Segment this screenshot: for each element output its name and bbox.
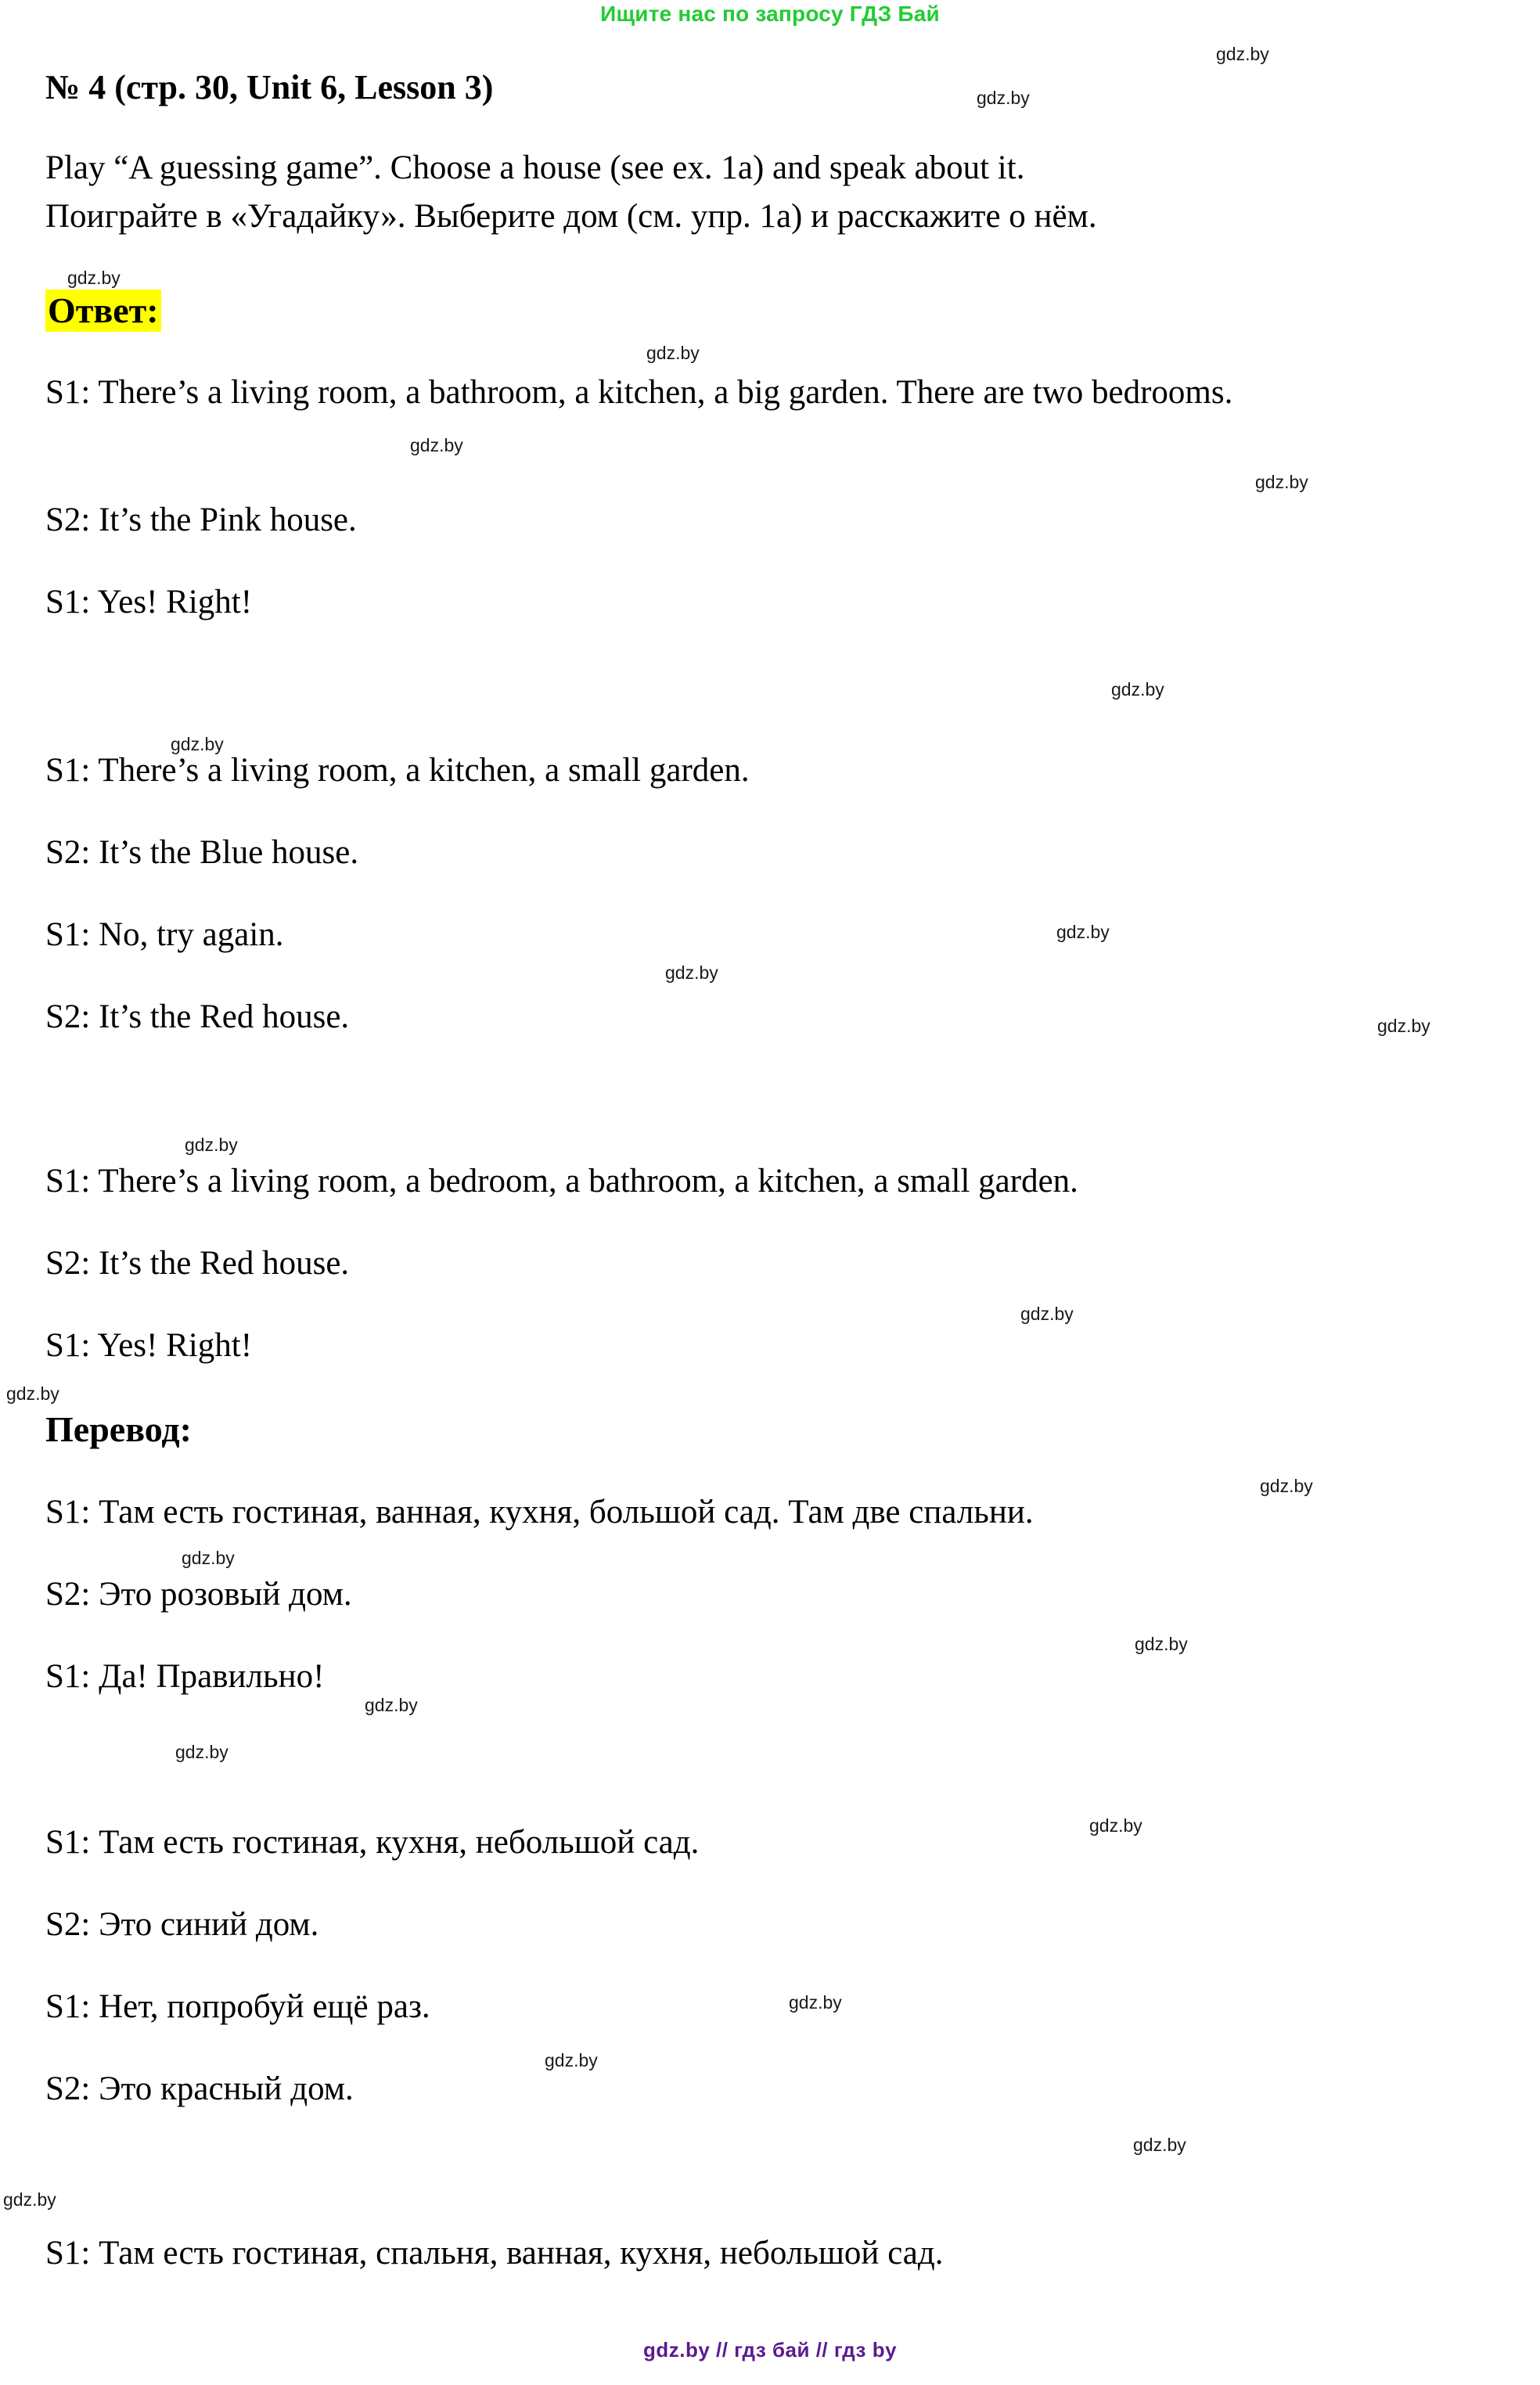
answer-line: S1: Yes! Right!: [45, 1327, 253, 1364]
translation-line: S2: Это розовый дом.: [45, 1576, 352, 1613]
task-instruction-russian: Поиграйте в «Угадайку». Выберите дом (см. упр. 1a) и расскажите о нём.: [45, 198, 1097, 235]
watermark-gdz: gdz.by: [665, 962, 718, 983]
watermark-gdz: gdz.by: [185, 1135, 238, 1155]
watermark-gdz: gdz.by: [1111, 679, 1164, 700]
watermark-gdz: gdz.by: [1216, 44, 1269, 64]
watermark-gdz: gdz.by: [789, 1992, 842, 2013]
watermark-gdz: gdz.by: [1260, 1476, 1313, 1496]
answer-line: S2: It’s the Red house.: [45, 1245, 350, 1282]
watermark-gdz: gdz.by: [1089, 1815, 1142, 1836]
watermark-gdz: gdz.by: [1133, 2135, 1186, 2155]
answer-line: S1: Yes! Right!: [45, 584, 253, 621]
watermark-gdz: gdz.by: [646, 343, 700, 363]
answer-line: S2: It’s the Blue house.: [45, 834, 359, 871]
watermark-gdz: gdz.by: [67, 268, 121, 288]
answer-line: S1: No, try again.: [45, 916, 284, 953]
translation-line: S2: Это красный дом.: [45, 2070, 354, 2107]
watermark-gdz: gdz.by: [3, 2189, 56, 2210]
watermark-gdz: gdz.by: [171, 734, 224, 754]
translation-line: S1: Там есть гостиная, спальня, ванная, кухня, небольшой сад.: [45, 2235, 944, 2272]
answer-line: S2: It’s the Red house.: [45, 998, 350, 1035]
watermark-gdz: gdz.by: [1377, 1016, 1430, 1036]
watermark-gdz: gdz.by: [1020, 1304, 1074, 1324]
answer-line: S1: There’s a living room, a kitchen, a small garden.: [45, 752, 750, 789]
watermark-gdz: gdz.by: [182, 1548, 235, 1568]
watermark-gdz: gdz.by: [1255, 472, 1308, 492]
answer-line: S1: There’s a living room, a bathroom, a kitchen, a big garden. There are two bedrooms.: [45, 374, 1233, 411]
translation-line: S1: Да! Правильно!: [45, 1658, 325, 1695]
task-instruction-english: Play “A guessing game”. Choose a house (see ex. 1a) and speak about it.: [45, 149, 1025, 186]
answer-heading-row: [45, 290, 161, 333]
watermark-gdz: gdz.by: [545, 2050, 598, 2070]
watermark-gdz: gdz.by: [410, 435, 463, 455]
translation-heading: Перевод:: [45, 1409, 192, 1449]
answer-heading: Ответ:: [45, 290, 161, 332]
watermark-gdz: gdz.by: [1056, 922, 1110, 942]
watermark-gdz: gdz.by: [175, 1742, 228, 1762]
watermark-gdz: gdz.by: [6, 1383, 59, 1404]
translation-line: S1: Там есть гостиная, ванная, кухня, большой сад. Там две спальни.: [45, 1494, 1034, 1531]
watermark-gdz: gdz.by: [365, 1695, 418, 1715]
promo-header-text: Ищите нас по запросу ГДЗ Бай: [600, 2, 940, 26]
translation-line: S2: Это синий дом.: [45, 1906, 319, 1943]
answer-line: S2: It’s the Pink house.: [45, 502, 357, 538]
watermark-gdz: gdz.by: [977, 88, 1030, 108]
promo-footer-text: gdz.by // гдз бай // гдз by: [642, 2338, 898, 2362]
watermark-gdz: gdz.by: [1135, 1634, 1188, 1654]
translation-line: S1: Там есть гостиная, кухня, небольшой сад.: [45, 1824, 700, 1861]
translation-line: S1: Нет, попробуй ещё раз.: [45, 1988, 430, 2025]
exercise-title: № 4 (стр. 30, Unit 6, Lesson 3): [45, 68, 494, 106]
answer-line: S1: There’s a living room, a bedroom, a bathroom, a kitchen, a small garden.: [45, 1163, 1078, 1200]
